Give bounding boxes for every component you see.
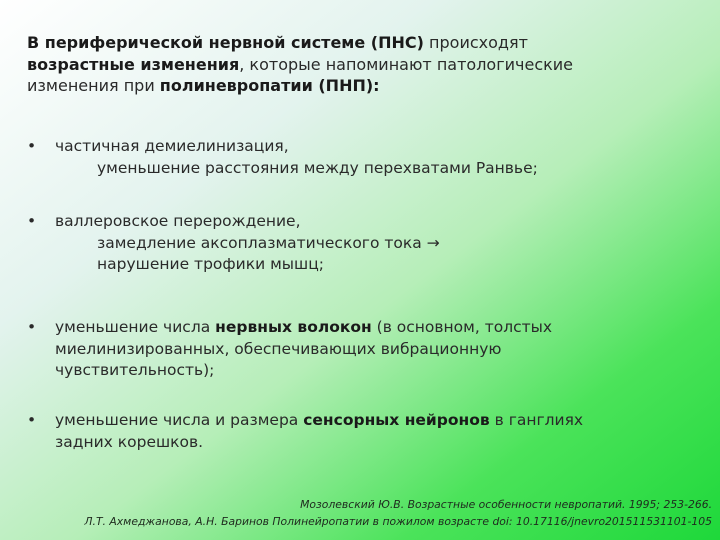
bullet-line: замедление аксоплазматического тока → [97,233,440,252]
reference-2: Л.Т. Ахмеджанова, А.Н. Баринов Полинейропатии в пожилом возрасте doi: 10.17116/jnevro201511531101-105 [84,515,712,528]
bullet-dot: • [27,212,37,230]
intro-bold-pns: В периферической нервной системе (ПНС) [27,33,424,52]
reference-1: Мозолевский Ю.В. Возрастные особенности невропатий. 1995; 253-266. [300,498,712,511]
bullet-text: (в основном, толстых [371,318,553,336]
bullet-line: уменьшение расстояния между перехватами Ранвье; [97,158,538,177]
bullet-text: уменьшение числа [55,318,216,336]
bullet-text: уменьшение числа и размера [55,411,304,429]
bullet-text: в ганглиях [489,411,584,429]
intro-bold-polyneuropathy: полиневропатии (ПНП): [159,76,380,95]
bullet-line: валлеровское перерождение, [55,212,301,230]
intro-text: изменения при [27,76,160,95]
references [84,496,712,530]
bullet-bold-sensory-neurons: сенсорных нейронов [303,411,490,429]
bullet-dot: • [27,318,37,336]
intro-paragraph [27,32,707,97]
bullet-dot: • [27,137,37,155]
bullet-line: задних корешков. [55,432,204,451]
bullet-line: нарушение трофики мышц; [97,255,324,273]
bullet-line: миелинизированных, обеспечивающих вибрационную [55,339,502,358]
bullet-line: частичная демиелинизация, [55,137,289,155]
intro-text: , которые напоминают патологические [239,54,574,74]
bullet-bold-nerve-fibers: нервных волокон [215,318,372,336]
bullet-dot: • [27,411,37,429]
intro-text: происходят [423,33,528,52]
intro-bold-age-changes: возрастные изменения [27,54,240,74]
bullet-line: чувствительность); [55,361,215,379]
